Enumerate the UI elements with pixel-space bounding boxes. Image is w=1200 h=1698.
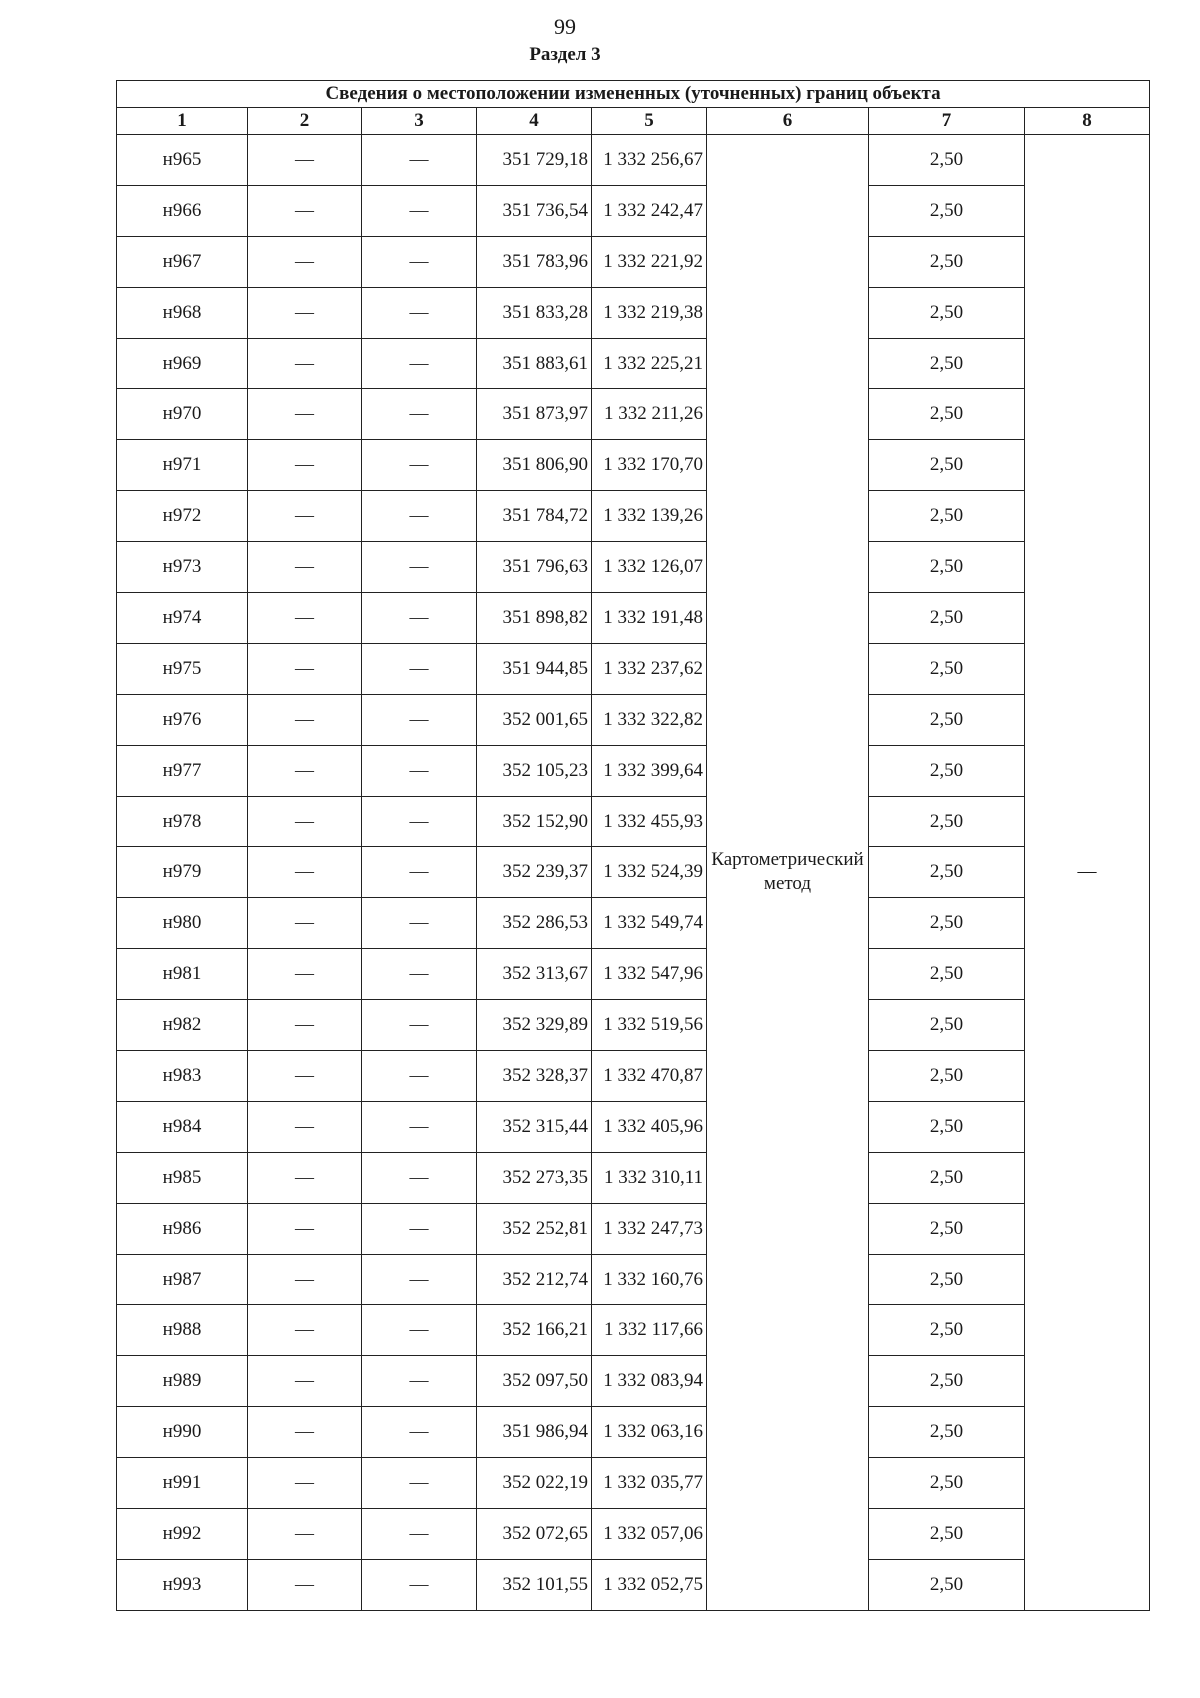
column-number: 3: [362, 108, 477, 135]
point-id-cell: н985: [117, 1152, 248, 1203]
point-id-cell: н977: [117, 745, 248, 796]
accuracy-cell: 2,50: [869, 1305, 1025, 1356]
coordinate-y-cell: 1 332 063,16: [592, 1407, 707, 1458]
coordinate-y-cell: 1 332 549,74: [592, 898, 707, 949]
accuracy-cell: 2,50: [869, 1101, 1025, 1152]
coordinate-y-cell: 1 332 470,87: [592, 1051, 707, 1102]
column-number-row: [117, 108, 1150, 135]
point-id-cell: н991: [117, 1458, 248, 1509]
table-row: [117, 491, 1150, 542]
column-2-cell: —: [248, 491, 362, 542]
accuracy-cell: 2,50: [869, 745, 1025, 796]
coordinate-x-cell: 352 105,23: [477, 745, 592, 796]
table-row: [117, 236, 1150, 287]
method-cell: Картометрический метод: [707, 135, 869, 1611]
accuracy-cell: 2,50: [869, 389, 1025, 440]
point-id-cell: н988: [117, 1305, 248, 1356]
point-id-cell: н980: [117, 898, 248, 949]
column-2-cell: —: [248, 898, 362, 949]
point-id-cell: н976: [117, 694, 248, 745]
column-2-cell: —: [248, 1509, 362, 1560]
accuracy-cell: 2,50: [869, 643, 1025, 694]
column-number: 8: [1025, 108, 1150, 135]
point-id-cell: н973: [117, 542, 248, 593]
accuracy-cell: 2,50: [869, 542, 1025, 593]
column-3-cell: —: [362, 796, 477, 847]
column-number: 1: [117, 108, 248, 135]
column-3-cell: —: [362, 1000, 477, 1051]
point-id-cell: н968: [117, 287, 248, 338]
point-id-cell: н993: [117, 1559, 248, 1610]
accuracy-cell: 2,50: [869, 1356, 1025, 1407]
point-id-cell: н972: [117, 491, 248, 542]
coordinate-x-cell: 352 313,67: [477, 949, 592, 1000]
coordinate-y-cell: 1 332 126,07: [592, 542, 707, 593]
column-2-cell: —: [248, 694, 362, 745]
section-title: Раздел 3: [529, 44, 601, 65]
column-3-cell: —: [362, 1458, 477, 1509]
table-row: [117, 1101, 1150, 1152]
column-3-cell: —: [362, 338, 477, 389]
coordinate-x-cell: 351 833,28: [477, 287, 592, 338]
coordinate-y-cell: 1 332 117,66: [592, 1305, 707, 1356]
column-3-cell: —: [362, 440, 477, 491]
accuracy-cell: 2,50: [869, 135, 1025, 186]
column-2-cell: —: [248, 185, 362, 236]
column-2-cell: —: [248, 1101, 362, 1152]
column-3-cell: —: [362, 542, 477, 593]
table-row: [117, 1407, 1150, 1458]
column-3-cell: —: [362, 1051, 477, 1102]
accuracy-cell: 2,50: [869, 949, 1025, 1000]
column-2-cell: —: [248, 1559, 362, 1610]
point-id-cell: н990: [117, 1407, 248, 1458]
column-2-cell: —: [248, 949, 362, 1000]
coordinate-x-cell: 352 152,90: [477, 796, 592, 847]
coordinate-x-cell: 352 273,35: [477, 1152, 592, 1203]
column-3-cell: —: [362, 236, 477, 287]
column-2-cell: —: [248, 643, 362, 694]
accuracy-cell: 2,50: [869, 287, 1025, 338]
coordinate-y-cell: 1 332 256,67: [592, 135, 707, 186]
column-3-cell: —: [362, 1203, 477, 1254]
column-number: 4: [477, 108, 592, 135]
coordinate-y-cell: 1 332 160,76: [592, 1254, 707, 1305]
table-row: [117, 1559, 1150, 1610]
point-id-cell: н984: [117, 1101, 248, 1152]
column-3-cell: —: [362, 1101, 477, 1152]
point-id-cell: н981: [117, 949, 248, 1000]
coordinate-y-cell: 1 332 057,06: [592, 1509, 707, 1560]
point-id-cell: н971: [117, 440, 248, 491]
coordinate-x-cell: 351 796,63: [477, 542, 592, 593]
coordinate-y-cell: 1 332 247,73: [592, 1203, 707, 1254]
column-number: 7: [869, 108, 1025, 135]
accuracy-cell: 2,50: [869, 1051, 1025, 1102]
table-row: [117, 745, 1150, 796]
point-id-cell: н986: [117, 1203, 248, 1254]
coordinate-x-cell: 352 101,55: [477, 1559, 592, 1610]
point-id-cell: н967: [117, 236, 248, 287]
coordinate-x-cell: 352 001,65: [477, 694, 592, 745]
column-number: 2: [248, 108, 362, 135]
column-number: 6: [707, 108, 869, 135]
coordinate-y-cell: 1 332 519,56: [592, 1000, 707, 1051]
coordinate-x-cell: 352 252,81: [477, 1203, 592, 1254]
column-3-cell: —: [362, 593, 477, 644]
accuracy-cell: 2,50: [869, 338, 1025, 389]
coordinate-y-cell: 1 332 322,82: [592, 694, 707, 745]
column-3-cell: —: [362, 135, 477, 186]
accuracy-cell: 2,50: [869, 898, 1025, 949]
accuracy-cell: 2,50: [869, 236, 1025, 287]
accuracy-cell: 2,50: [869, 796, 1025, 847]
coordinate-x-cell: 352 315,44: [477, 1101, 592, 1152]
table-row: [117, 1458, 1150, 1509]
table-row: [117, 1203, 1150, 1254]
coordinate-x-cell: 351 898,82: [477, 593, 592, 644]
column-3-cell: —: [362, 287, 477, 338]
table-row: [117, 593, 1150, 644]
coordinate-x-cell: 352 072,65: [477, 1509, 592, 1560]
coordinate-y-cell: 1 332 211,26: [592, 389, 707, 440]
table-row: [117, 694, 1150, 745]
coordinate-x-cell: 352 329,89: [477, 1000, 592, 1051]
accuracy-cell: 2,50: [869, 1152, 1025, 1203]
accuracy-cell: 2,50: [869, 1509, 1025, 1560]
coordinate-x-cell: 352 239,37: [477, 847, 592, 898]
column-number: 5: [592, 108, 707, 135]
column-3-cell: —: [362, 1509, 477, 1560]
point-id-cell: н982: [117, 1000, 248, 1051]
point-id-cell: н970: [117, 389, 248, 440]
column-2-cell: —: [248, 287, 362, 338]
column-3-cell: —: [362, 949, 477, 1000]
table-row: [117, 796, 1150, 847]
column-3-cell: —: [362, 491, 477, 542]
accuracy-cell: 2,50: [869, 847, 1025, 898]
accuracy-cell: 2,50: [869, 593, 1025, 644]
boundary-table: [116, 80, 1150, 1611]
table-row: [117, 135, 1150, 186]
column-3-cell: —: [362, 694, 477, 745]
table-row: [117, 338, 1150, 389]
coordinate-y-cell: 1 332 052,75: [592, 1559, 707, 1610]
column-2-cell: —: [248, 135, 362, 186]
coordinate-x-cell: 351 873,97: [477, 389, 592, 440]
coordinate-x-cell: 351 783,96: [477, 236, 592, 287]
column-2-cell: —: [248, 796, 362, 847]
accuracy-cell: 2,50: [869, 440, 1025, 491]
table-row: [117, 1000, 1150, 1051]
coordinate-x-cell: 351 806,90: [477, 440, 592, 491]
column-2-cell: —: [248, 236, 362, 287]
table-row: [117, 440, 1150, 491]
column-3-cell: —: [362, 185, 477, 236]
column-3-cell: —: [362, 1152, 477, 1203]
point-id-cell: н969: [117, 338, 248, 389]
coordinate-y-cell: 1 332 547,96: [592, 949, 707, 1000]
table-row: [117, 185, 1150, 236]
coordinate-x-cell: 352 022,19: [477, 1458, 592, 1509]
coordinate-y-cell: 1 332 405,96: [592, 1101, 707, 1152]
column-2-cell: —: [248, 1254, 362, 1305]
coordinate-y-cell: 1 332 225,21: [592, 338, 707, 389]
table-row: [117, 898, 1150, 949]
column-2-cell: —: [248, 1305, 362, 1356]
point-id-cell: н978: [117, 796, 248, 847]
column-2-cell: —: [248, 1152, 362, 1203]
coordinate-y-cell: 1 332 170,70: [592, 440, 707, 491]
coordinate-y-cell: 1 332 191,48: [592, 593, 707, 644]
column-3-cell: —: [362, 847, 477, 898]
point-id-cell: н983: [117, 1051, 248, 1102]
table-row: [117, 1356, 1150, 1407]
column-2-cell: —: [248, 593, 362, 644]
table-row: [117, 847, 1150, 898]
table-row: [117, 1152, 1150, 1203]
column-2-cell: —: [248, 1356, 362, 1407]
column-2-cell: —: [248, 440, 362, 491]
coordinate-y-cell: 1 332 237,62: [592, 643, 707, 694]
column-2-cell: —: [248, 542, 362, 593]
column-2-cell: —: [248, 1051, 362, 1102]
coordinate-x-cell: 351 944,85: [477, 643, 592, 694]
table-row: [117, 1051, 1150, 1102]
coordinate-x-cell: 351 729,18: [477, 135, 592, 186]
accuracy-cell: 2,50: [869, 491, 1025, 542]
table-row: [117, 287, 1150, 338]
accuracy-cell: 2,50: [869, 1000, 1025, 1051]
coordinate-x-cell: 352 097,50: [477, 1356, 592, 1407]
column-3-cell: —: [362, 389, 477, 440]
column-2-cell: —: [248, 847, 362, 898]
column-3-cell: —: [362, 745, 477, 796]
accuracy-cell: 2,50: [869, 1254, 1025, 1305]
table-row: [117, 389, 1150, 440]
table-row: [117, 542, 1150, 593]
column-3-cell: —: [362, 1356, 477, 1407]
coordinate-x-cell: 352 166,21: [477, 1305, 592, 1356]
point-id-cell: н974: [117, 593, 248, 644]
coordinate-x-cell: 351 784,72: [477, 491, 592, 542]
column-3-cell: —: [362, 1305, 477, 1356]
column-3-cell: —: [362, 1559, 477, 1610]
accuracy-cell: 2,50: [869, 185, 1025, 236]
column-8-cell: —: [1025, 135, 1150, 1611]
coordinate-y-cell: 1 332 139,26: [592, 491, 707, 542]
coordinate-y-cell: 1 332 219,38: [592, 287, 707, 338]
column-2-cell: —: [248, 338, 362, 389]
accuracy-cell: 2,50: [869, 694, 1025, 745]
accuracy-cell: 2,50: [869, 1203, 1025, 1254]
column-2-cell: —: [248, 745, 362, 796]
column-2-cell: —: [248, 1458, 362, 1509]
coordinate-y-cell: 1 332 083,94: [592, 1356, 707, 1407]
coordinate-x-cell: 352 286,53: [477, 898, 592, 949]
table-row: [117, 1305, 1150, 1356]
coordinate-y-cell: 1 332 455,93: [592, 796, 707, 847]
coordinate-y-cell: 1 332 035,77: [592, 1458, 707, 1509]
column-2-cell: —: [248, 1000, 362, 1051]
point-id-cell: н992: [117, 1509, 248, 1560]
coordinate-x-cell: 351 883,61: [477, 338, 592, 389]
column-3-cell: —: [362, 1254, 477, 1305]
point-id-cell: н975: [117, 643, 248, 694]
coordinate-x-cell: 352 212,74: [477, 1254, 592, 1305]
column-3-cell: —: [362, 643, 477, 694]
column-2-cell: —: [248, 1407, 362, 1458]
table-body: [117, 135, 1150, 1611]
coordinate-x-cell: 352 328,37: [477, 1051, 592, 1102]
coordinate-y-cell: 1 332 242,47: [592, 185, 707, 236]
table-row: [117, 643, 1150, 694]
column-3-cell: —: [362, 898, 477, 949]
column-2-cell: —: [248, 1203, 362, 1254]
point-id-cell: н966: [117, 185, 248, 236]
page-number: 99: [554, 14, 576, 39]
point-id-cell: н989: [117, 1356, 248, 1407]
table-row: [117, 949, 1150, 1000]
accuracy-cell: 2,50: [869, 1458, 1025, 1509]
point-id-cell: н979: [117, 847, 248, 898]
coordinate-x-cell: 351 736,54: [477, 185, 592, 236]
coordinate-y-cell: 1 332 399,64: [592, 745, 707, 796]
coordinate-y-cell: 1 332 221,92: [592, 236, 707, 287]
coordinate-y-cell: 1 332 310,11: [592, 1152, 707, 1203]
table-row: [117, 1254, 1150, 1305]
accuracy-cell: 2,50: [869, 1559, 1025, 1610]
point-id-cell: н965: [117, 135, 248, 186]
point-id-cell: н987: [117, 1254, 248, 1305]
accuracy-cell: 2,50: [869, 1407, 1025, 1458]
table-row: [117, 1509, 1150, 1560]
coordinate-x-cell: 351 986,94: [477, 1407, 592, 1458]
column-3-cell: —: [362, 1407, 477, 1458]
table-caption-row: [117, 81, 1150, 108]
table-caption: Сведения о местоположении измененных (уточненных) границ объекта: [117, 81, 1150, 108]
column-2-cell: —: [248, 389, 362, 440]
coordinate-y-cell: 1 332 524,39: [592, 847, 707, 898]
